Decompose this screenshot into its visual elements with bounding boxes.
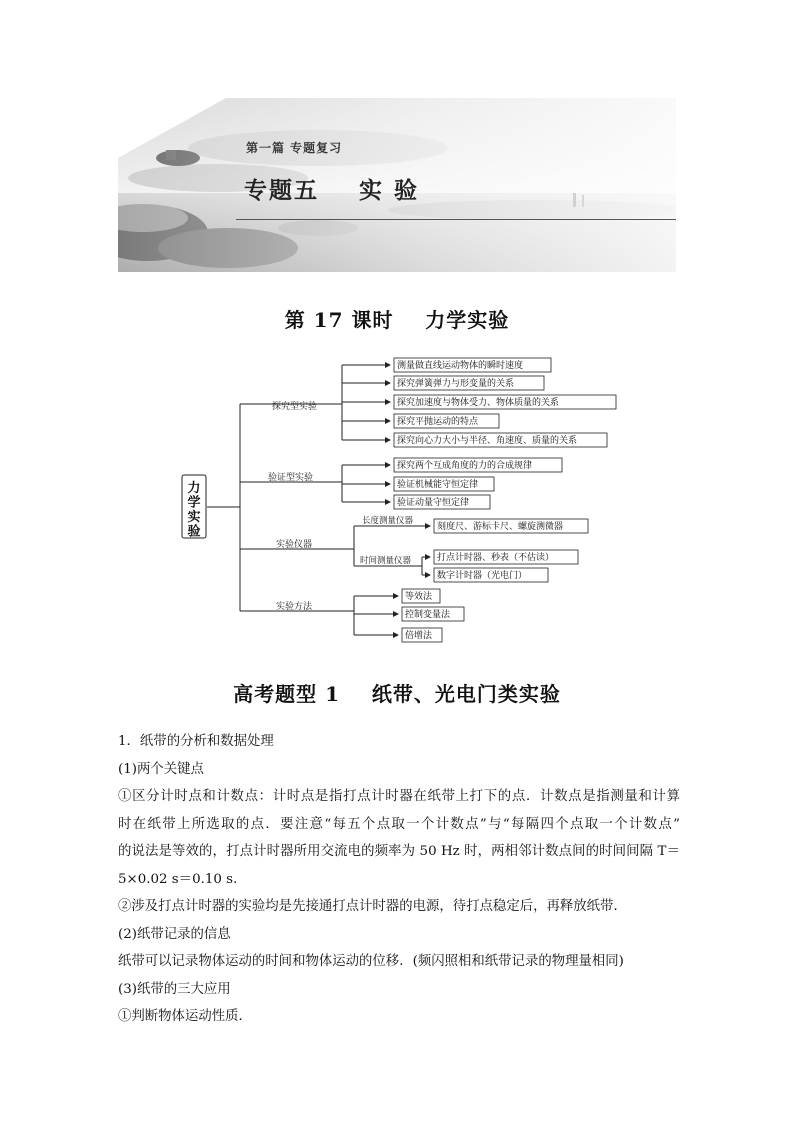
paragraph: (2)纸带记录的信息	[118, 926, 231, 942]
paragraph: 纸带可以记录物体运动的时间和物体运动的位移．(频闪照相和纸带记录的物理量相同)	[118, 954, 624, 969]
leaf-label: 验证动量守恒定律	[397, 498, 470, 508]
leaf-label: 探究向心力大小与半径、角速度、质量的关系	[397, 436, 578, 446]
leaf-label: 控制变量法	[405, 610, 451, 620]
banner-subtitle: 第一篇 专题复习	[246, 141, 343, 155]
group-label-methods: 实验方法	[276, 602, 313, 612]
subgroup-label-length: 长度测量仪器	[362, 516, 414, 526]
paragraph: ②涉及打点计时器的实验均是先接通打点计时器的电源，待打点稳定后，再释放纸带．	[118, 899, 627, 914]
banner-title: 专题五 实 验	[244, 178, 420, 204]
leaf-label: 验证机械能守恒定律	[397, 480, 479, 490]
group-label-verify: 验证型实验	[268, 473, 314, 483]
leaf-label: 刻度尺、游标卡尺、螺旋测微器	[437, 522, 564, 532]
leaf-label: 倍增法	[405, 631, 433, 641]
paragraph: (3)纸带的三大应用	[118, 981, 231, 997]
leaf-label: 数字计时器（光电门）	[437, 571, 528, 581]
group-label-instruments: 实验仪器	[276, 540, 313, 550]
leaf-label: 打点计时器、秒表（不估读）	[437, 553, 555, 563]
paragraph: ①判断物体运动性质．	[118, 1009, 252, 1024]
leaf-label: 探究加速度与物体受力、物体质量的关系	[397, 398, 560, 408]
concept-map	[170, 352, 630, 652]
paragraph: 的说法是等效的，打点计时器所用交流电的频率为 50 Hz 时，两相邻计数点间的时间间隔 T＝	[118, 844, 680, 859]
leaf-label: 等效法	[405, 592, 433, 602]
paragraph: 5×0.02 s＝0.10 s.	[118, 871, 238, 887]
body-text	[118, 728, 680, 1031]
subgroup-label-time: 时间测量仪器	[360, 556, 412, 566]
section-title: 高考题型 1 纸带、光电门类实验	[233, 682, 561, 706]
root-node-label: 力学实验	[187, 481, 201, 540]
leaf-label: 探究弹簧弹力与形变量的关系	[397, 379, 515, 389]
banner-divider	[236, 219, 676, 220]
paragraph: 时在纸带上所选取的点．要注意“每五个点取一个计数点”与“每隔四个点取一个计数点”	[118, 816, 680, 832]
paragraph: ①区分计时点和计数点：计时点是指打点计时器在纸带上打下的点．计数点是指测量和计算	[118, 789, 680, 804]
leaf-label: 测量做直线运动物体的瞬时速度	[397, 361, 524, 371]
lesson-title: 第 17 课时 力学实验	[284, 308, 510, 332]
paragraph: (1)两个关键点	[118, 761, 204, 777]
paragraph: 1．纸带的分析和数据处理	[118, 734, 274, 749]
leaf-label: 探究平抛运动的特点	[397, 417, 479, 427]
leaf-label: 探究两个互成角度的力的合成规律	[397, 461, 533, 471]
group-label-explore: 探究型实验	[272, 402, 318, 412]
